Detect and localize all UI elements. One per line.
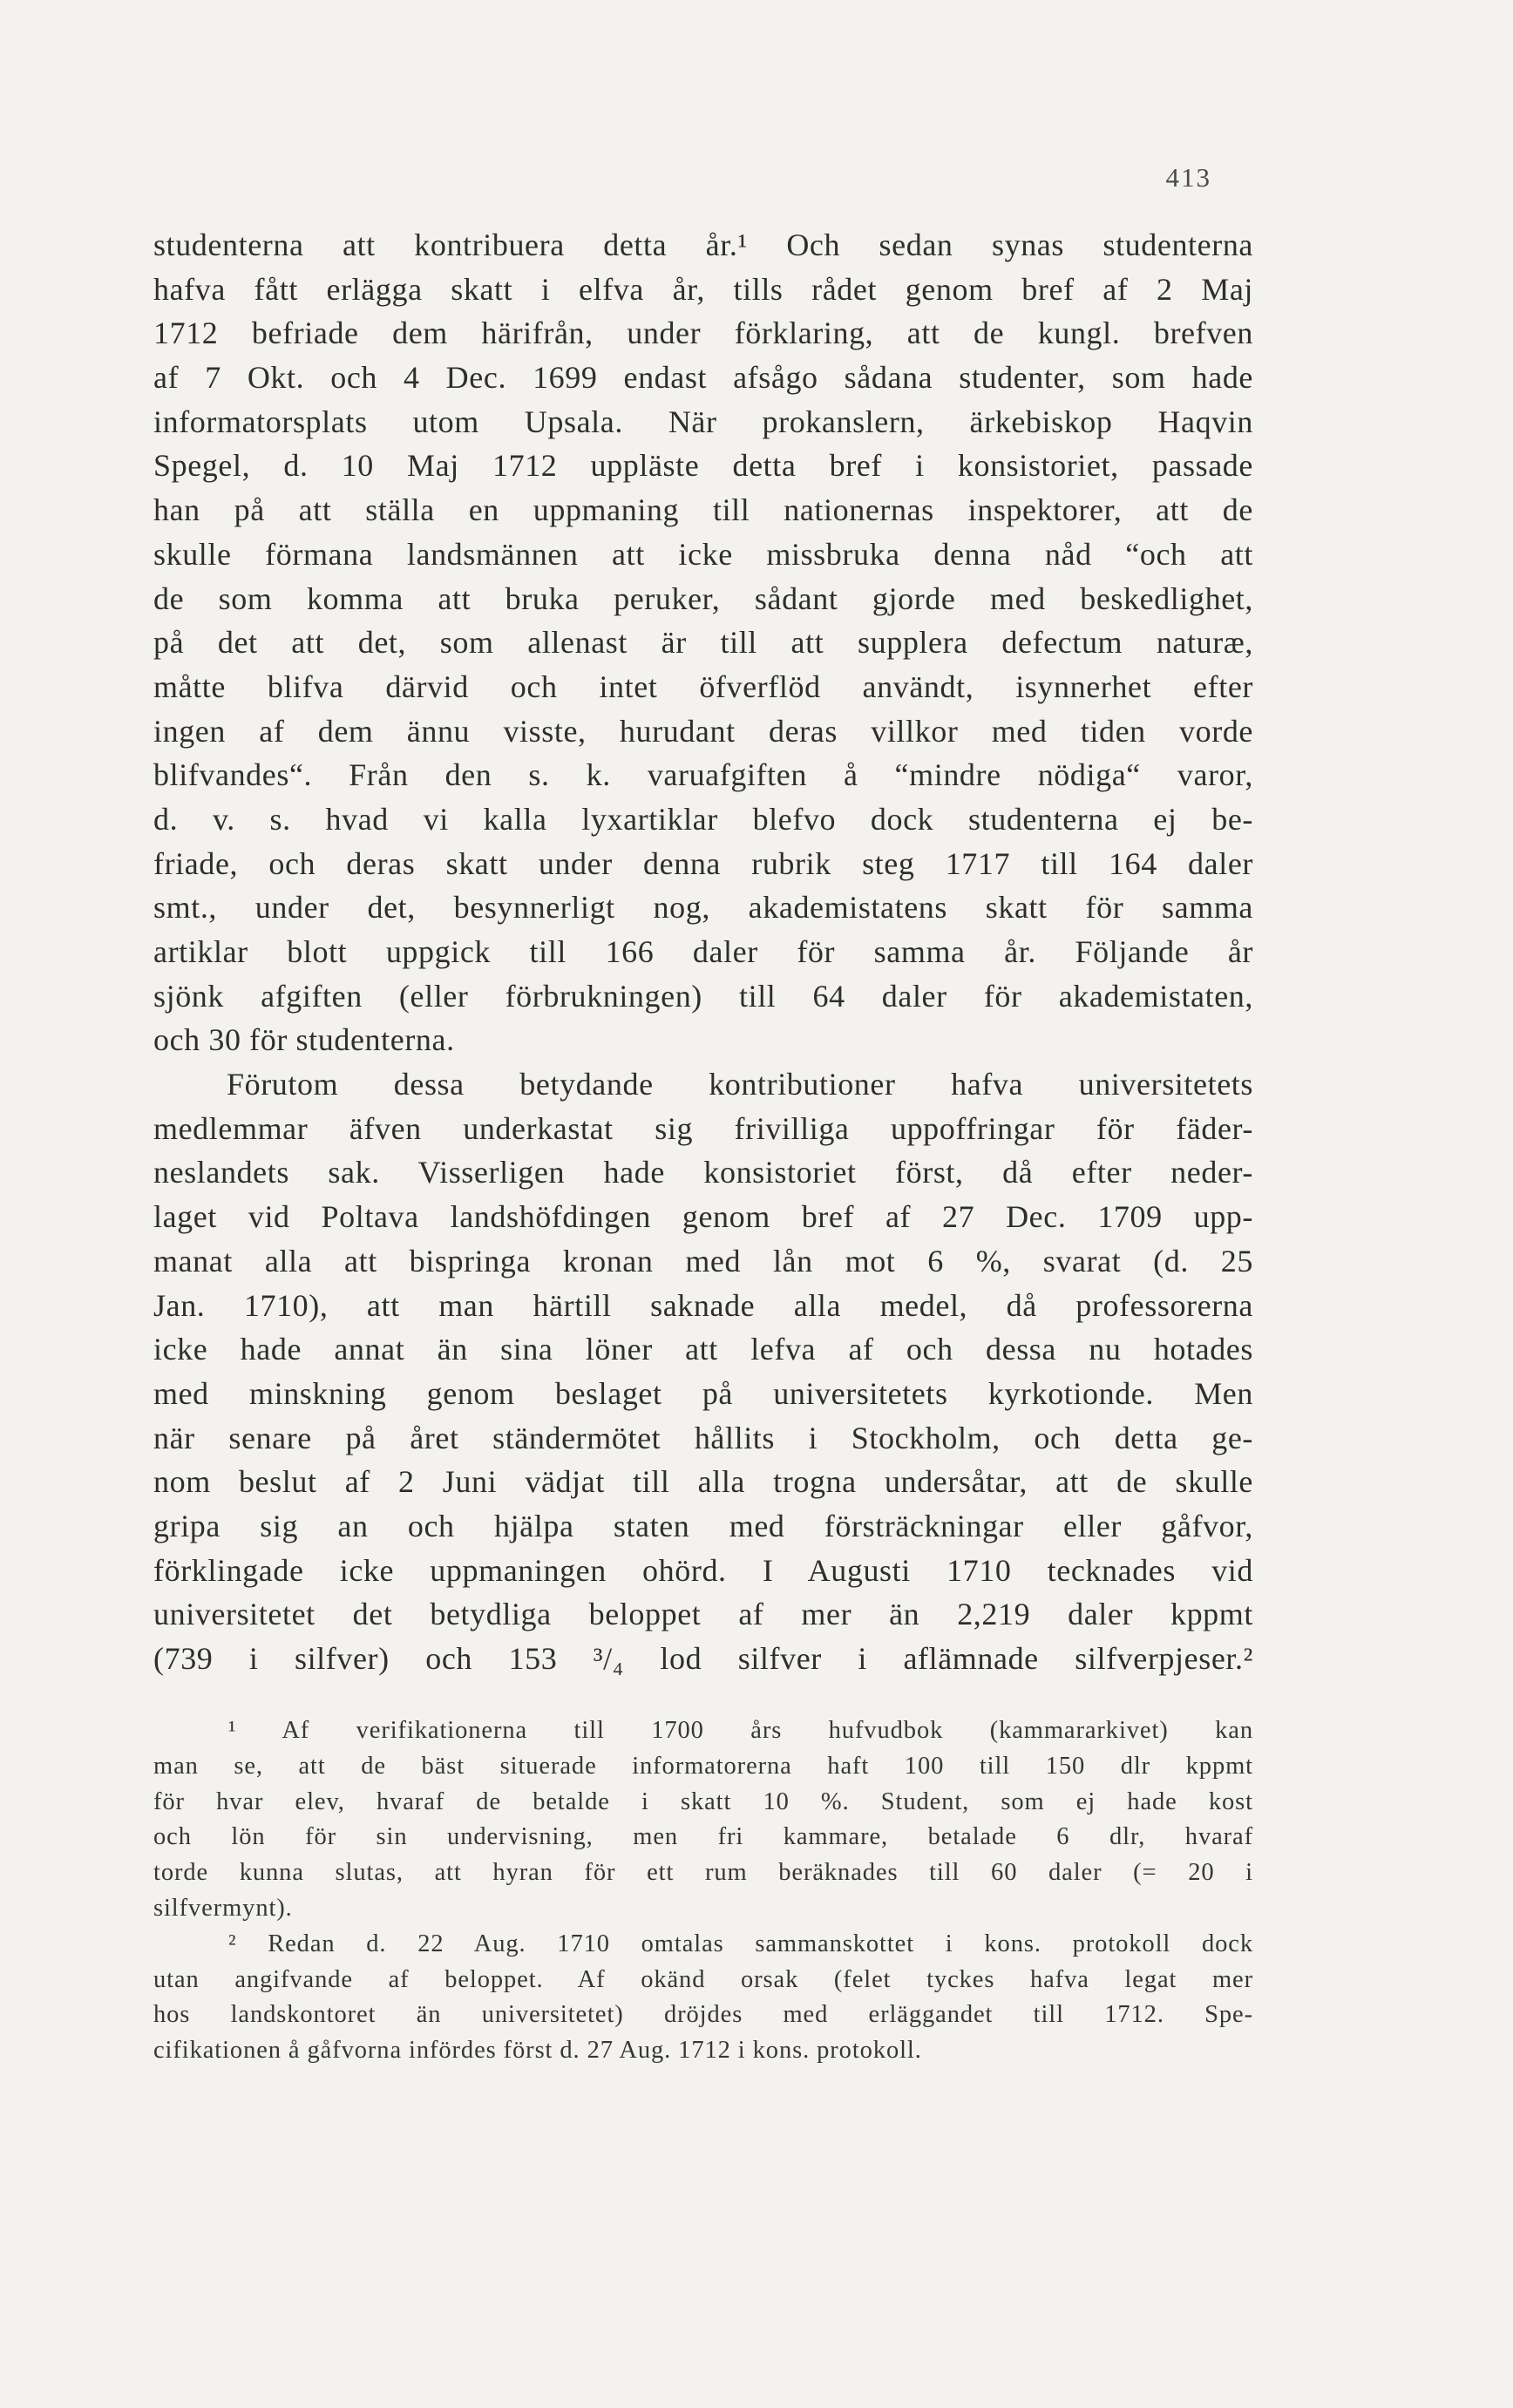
page-number: 413 xyxy=(1165,162,1211,193)
body-line: när senare på året ständermötet hållits i Stockholm, och detta ge- xyxy=(153,1420,1253,1455)
body-line: förklingade icke uppmaningen ohörd. I Augusti 1710 tecknades vid xyxy=(153,1552,1253,1588)
body-line: sjönk afgiften (eller förbrukningen) till 64 daler för akademistaten, xyxy=(153,978,1253,1014)
footnote-line: utan angifvande af beloppet. Af okänd orsak (felet tyckes hafva legat mer xyxy=(153,1965,1253,1993)
body-line: med minskning genom beslaget på universitetets kyrkotionde. Men xyxy=(153,1375,1253,1411)
paragraph-start-line: Förutom dessa betydande kontributioner hafva universitetets xyxy=(227,1067,1253,1102)
body-line: laget vid Poltava landshöfdingen genom bref af 27 Dec. 1709 upp- xyxy=(153,1199,1253,1235)
body-line: d. v. s. hvad vi kalla lyxartiklar blefvo dock studenterna ej be- xyxy=(153,801,1253,837)
footnote-1-start: ¹ Af verifikationerna till 1700 års hufvudbok (kammararkivet) kan xyxy=(228,1717,1253,1744)
footnote-2-start: ² Redan d. 22 Aug. 1710 omtalas sammanskottet i kons. protokoll dock xyxy=(228,1930,1253,1957)
body-line: han på att ställa en uppmaning till nationernas inspektorer, att de xyxy=(153,492,1253,528)
body-line: Spegel, d. 10 Maj 1712 uppläste detta bref i konsistoriet, passade xyxy=(153,448,1253,484)
body-text xyxy=(153,223,1253,1681)
footnote-line: för hvar elev, hvaraf de betalde i skatt 10 %. Student, som ej hade kost xyxy=(153,1787,1253,1815)
body-line: skulle förmana landsmännen att icke missbruka denna nåd “och att xyxy=(153,536,1253,572)
body-line: universitetet det betydliga beloppet af mer än 2,219 daler kppmt xyxy=(153,1597,1253,1632)
body-line: måtte blifva därvid och intet öfverflöd användt, isynnerhet efter xyxy=(153,668,1253,704)
body-line: (739 i silfver) och 153 ³/₄ lod silfver i aflämnade silfverpjeser.² xyxy=(153,1641,1253,1676)
body-line: artiklar blott uppgick till 166 daler för samma år. Följande år xyxy=(153,934,1253,969)
footnotes xyxy=(153,1713,1253,2069)
body-line: friade, och deras skatt under denna rubrik steg 1717 till 164 daler xyxy=(153,845,1253,881)
footnote-line: cifikationen å gåfvorna infördes först d. 27 Aug. 1712 i kons. protokoll. xyxy=(153,2037,922,2065)
body-line: blifvandes“. Från den s. k. varuafgiften å “mindre nödiga“ varor, xyxy=(153,757,1253,793)
body-line: Jan. 1710), att man härtill saknade alla medel, då professorerna xyxy=(153,1287,1253,1323)
footnote-line: silfvermynt). xyxy=(153,1894,293,1922)
body-line: ingen af dem ännu visste, hurudant deras villkor med tiden vorde xyxy=(153,713,1253,749)
body-line: manat alla att bispringa kronan med lån mot 6 %, svarat (d. 25 xyxy=(153,1243,1253,1279)
body-line: informatorsplats utom Upsala. När prokanslern, ärkebiskop Haqvin xyxy=(153,404,1253,439)
body-line: de som komma att bruka peruker, sådant gjorde med beskedlighet, xyxy=(153,580,1253,616)
body-line: studenterna att kontribuera detta år.¹ Och sedan synas studenterna xyxy=(153,227,1253,262)
body-line: på det att det, som allenast är till att supplera defectum naturæ, xyxy=(153,625,1253,661)
body-line: 1712 befriade dem härifrån, under förklaring, att de kungl. brefven xyxy=(153,315,1253,351)
body-line: och 30 för studenterna. xyxy=(153,1022,455,1058)
body-line: gripa sig an och hjälpa staten med försträckningar eller gåfvor, xyxy=(153,1508,1253,1543)
footnote-line: och lön för sin undervisning, men fri kammare, betalade 6 dlr, hvaraf xyxy=(153,1823,1253,1851)
footnote-line: man se, att de bäst situerade informatorerna haft 100 till 150 dlr kppmt xyxy=(153,1752,1253,1780)
footnote-line: torde kunna slutas, att hyran för ett rum beräknades till 60 daler (= 20 i xyxy=(153,1859,1253,1887)
body-line: af 7 Okt. och 4 Dec. 1699 endast afsågo sådana studenter, som hade xyxy=(153,360,1253,396)
body-line: medlemmar äfven underkastat sig frivilliga uppoffringar för fäder- xyxy=(153,1110,1253,1146)
footnote-line: hos landskontoret än universitetet) dröjdes med erläggandet till 1712. Spe- xyxy=(153,2001,1253,2029)
body-line: nom beslut af 2 Juni vädjat till alla trogna undersåtar, att de skulle xyxy=(153,1464,1253,1500)
body-line: smt., under det, besynnerligt nog, akademistatens skatt för samma xyxy=(153,890,1253,926)
body-line: hafva fått erlägga skatt i elfva år, tills rådet genom bref af 2 Maj xyxy=(153,271,1253,307)
body-line: icke hade annat än sina löner att lefva af och dessa nu hotades xyxy=(153,1332,1253,1367)
body-line: neslandets sak. Visserligen hade konsistoriet först, då efter neder- xyxy=(153,1155,1253,1190)
